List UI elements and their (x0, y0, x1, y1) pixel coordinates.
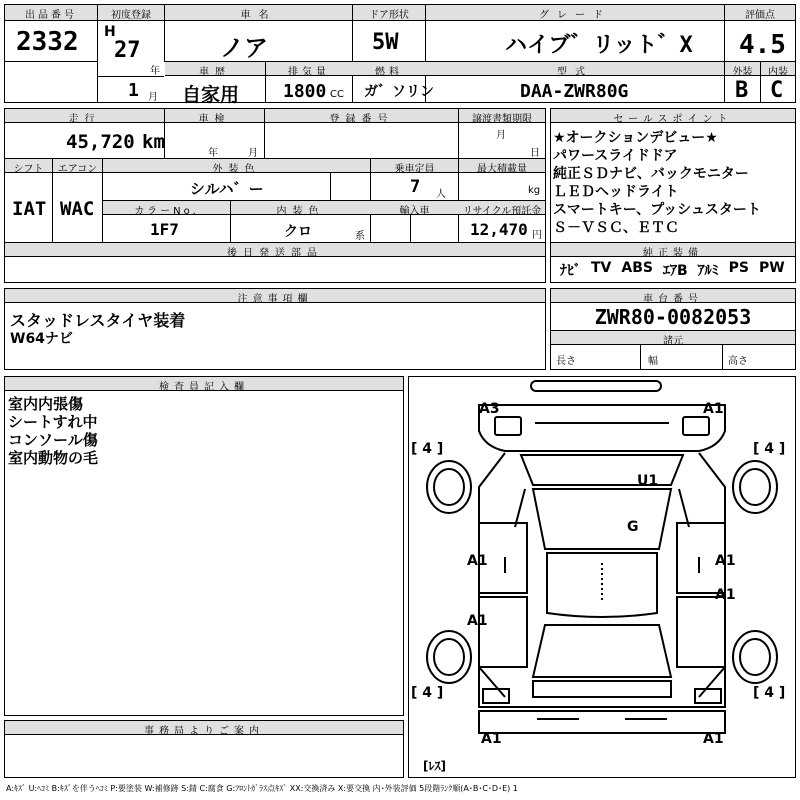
mark-right-front-door: A1 (715, 553, 736, 569)
tire-front-left: [ 4 ] (411, 441, 444, 457)
transfer-day-unit: 日 (530, 148, 540, 159)
mileage-label: 走行 (68, 114, 101, 125)
tire-rear-right: [ 4 ] (753, 685, 786, 701)
first-reg-label: 初度登録 (111, 10, 151, 21)
equipment-item: ｱﾙﾐ (697, 263, 719, 279)
car-name: ノア (220, 34, 268, 62)
ac: WAC (60, 198, 95, 220)
reg-no-label: 登録番号 (329, 114, 394, 125)
color-no-label: カラーNo. (134, 206, 199, 217)
ext-color: シルハ゛ー (190, 180, 264, 198)
exterior-grade: B (735, 78, 749, 103)
transfer-label: 譲渡書類期限 (472, 114, 532, 125)
int-color-label: 内装色 (276, 206, 325, 217)
car-name-label: 車名 (240, 10, 277, 21)
inspector-line-4: 室内動物の毛 (8, 449, 99, 467)
ac-label: エアコン (57, 164, 98, 175)
inspector-line-3: コンソール傷 (8, 431, 98, 449)
equipment-item: ABS (621, 260, 653, 276)
interior-label: 内装 (768, 67, 788, 78)
capacity: 7 (410, 177, 421, 197)
sales-point-line: ＬＥＤヘッドライト (553, 184, 679, 200)
max-load-unit: kg (528, 185, 541, 196)
inspector-line-2: シートすれ中 (8, 413, 98, 431)
reg-month: 1 (128, 80, 139, 101)
year-unit: 年 (150, 66, 160, 77)
displacement-label: 排気量 (288, 67, 330, 78)
month-unit: 月 (148, 92, 158, 103)
int-color: クロ (284, 224, 312, 240)
later-parts-label: 後日発送部品 (227, 248, 323, 259)
sales-points-label: セールスポイント (613, 114, 733, 125)
inspection-month-unit: 月 (248, 148, 258, 159)
notes-line-2: W64ナビ (10, 331, 73, 347)
sales-point-line: Ｓ－ＶＳＣ、ＥＴＣ (553, 220, 679, 236)
displacement-unit: CC (330, 89, 344, 100)
transfer-month-unit: 月 (496, 130, 506, 141)
capacity-label: 乗車定員 (394, 164, 435, 175)
max-load-label: 最大積載量 (477, 164, 527, 175)
inspection-year-unit: 年 (208, 148, 218, 159)
model-label: 型式 (557, 67, 593, 78)
length-label: 長さ (556, 356, 576, 367)
import-label: 輸入車 (399, 206, 430, 217)
equipment-item: ｴｱB (662, 263, 688, 279)
mark-left-front-door: A1 (467, 553, 488, 569)
fuel-label: 燃料 (375, 67, 403, 78)
equipment-list (560, 260, 794, 280)
chassis-label: 車台番号 (643, 294, 703, 305)
door-label: ドア形状 (369, 10, 409, 21)
tire-rear-left: [ 4 ] (411, 685, 444, 701)
sales-point-line: スマートキー、プッシュスタート (553, 202, 761, 218)
capacity-unit: 人 (436, 189, 446, 200)
car-diagram (408, 376, 796, 778)
mark-roof: U1 (637, 473, 659, 489)
sales-point-line: パワースライドドア (553, 148, 678, 164)
office-label: 事務局よりご案内 (144, 726, 264, 737)
shift-label: シフト (13, 164, 44, 175)
mark-rear-left: A1 (481, 731, 502, 747)
fuel: ガ゛ソリン (364, 84, 434, 100)
shift: IAT (12, 198, 47, 220)
width-label: 幅 (648, 356, 658, 367)
model: DAA-ZWR80G (520, 81, 629, 102)
notes-line-1: スタッドレスタイヤ装着 (10, 311, 186, 330)
history: 自家用 (182, 84, 240, 106)
door-type: 5W (372, 30, 399, 55)
legend: A:ｷｽﾞ U:ﾍｺﾐ B:ｷｽﾞを伴うﾍｺﾐ P:要塗装 W:補修跡 S:錆 C:腐食 G:ﾌﾛﾝﾄｶﾞﾗｽ点ｷｽﾞ XX:交換済み X:要交換 内･外装評価 5段階ﾗﾝｸ順(A･B･C･D･E) 1 (6, 784, 518, 793)
car-outline (409, 377, 795, 777)
equipment-item: PW (759, 260, 785, 276)
sales-points-list (553, 129, 793, 237)
score: 4.5 (739, 30, 786, 60)
height-label: 高さ (728, 356, 748, 367)
sales-point-line: ★オークションデビュー★ (553, 130, 718, 146)
inspector-label: 検査員記入欄 (159, 382, 249, 393)
mark-glass: G (627, 519, 639, 535)
exterior-label: 外装 (732, 67, 753, 78)
recycle-label: リサイクル預託金 (462, 206, 542, 217)
notes-label: 注意事項欄 (237, 294, 313, 305)
mileage-unit: km (142, 131, 165, 153)
equipment-label: 純正装備 (643, 248, 703, 259)
interior-grade: C (770, 78, 784, 103)
sales-point-line: 純正ＳＤナビ、バックモニター (553, 166, 749, 182)
lot-number: 2332 (16, 27, 79, 57)
reg-year: 27 (114, 38, 141, 63)
grade-label: グレード (539, 10, 611, 21)
color-no: 1F7 (150, 220, 179, 239)
recycle-unit: 円 (532, 230, 542, 241)
specs-label: 諸元 (663, 336, 683, 347)
equipment-item: ﾅﾋﾞ (560, 263, 581, 279)
era: H (104, 24, 116, 40)
mark-right-quarter: A1 (715, 587, 736, 603)
spare-tire: [ﾚｽ] (423, 759, 446, 773)
grade: ハイブ゛リット゛X (505, 33, 693, 58)
int-color-unit: 系 (355, 231, 365, 242)
mileage: 45,720 (66, 131, 135, 153)
tire-front-right: [ 4 ] (753, 441, 786, 457)
equipment-item: TV (591, 260, 612, 276)
equipment-item: PS (728, 260, 749, 276)
inspector-line-1: 室内内張傷 (8, 395, 84, 413)
mark-left-rear-door: A1 (467, 613, 488, 629)
mark-front-left: A3 (479, 401, 500, 417)
history-label: 車歴 (199, 67, 231, 78)
chassis-number: ZWR80-0082053 (594, 305, 752, 329)
score-label: 評価点 (745, 10, 775, 21)
lot-number-label: 出品番号 (25, 10, 77, 21)
recycle-fee: 12,470 (470, 220, 528, 239)
displacement: 1800 (283, 81, 327, 102)
ext-color-label: 外装色 (212, 164, 261, 175)
mark-front-right: A1 (703, 401, 724, 417)
mark-rear-right: A1 (703, 731, 724, 747)
inspection-label: 車検 (198, 114, 231, 125)
